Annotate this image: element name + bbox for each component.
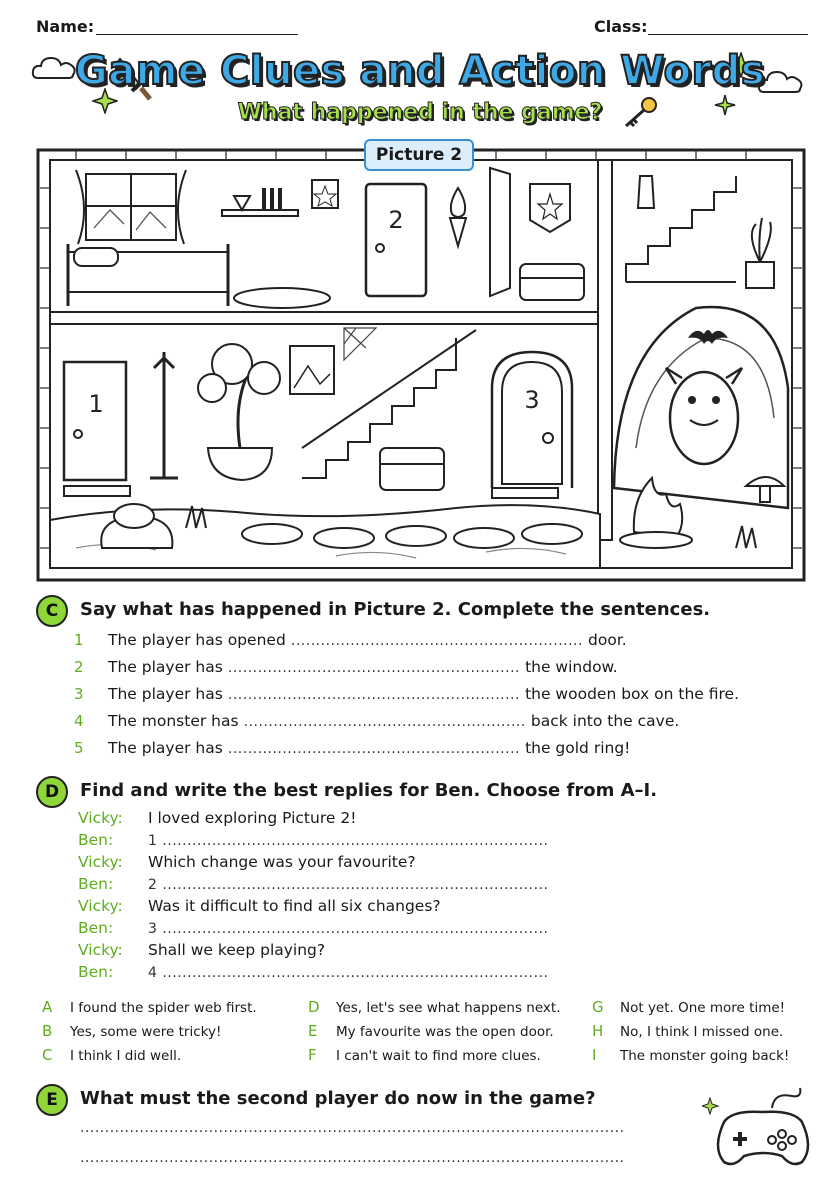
name-label: Name: [36,17,95,36]
dialogue-text: I loved exploring Picture 2! [148,809,357,827]
dialogue [78,808,618,984]
door-number-1: 1 [88,390,104,418]
dialogue-line [78,874,618,896]
dialogue-line [78,808,618,830]
section-e-title: What must the second player do now in the game? [80,1088,596,1109]
speaker: Vicky: [78,941,123,959]
dialogue-text: Which change was your favourite? [148,853,416,871]
answer-line-1[interactable]: .............................................................................................................. [80,1120,625,1136]
option-c: C I think I did well. [42,1046,182,1064]
reply-blank[interactable]: 2 .............................................................................. [148,877,549,893]
reply-blank[interactable]: 4 .............................................................................. [148,965,549,981]
dialogue-line [78,830,618,852]
sentence-row [74,630,627,649]
speaker: Ben: [78,875,114,893]
option-a: A I found the spider web first. [42,998,257,1016]
section-c-badge: C [36,595,68,627]
section-d-badge: D [36,776,68,808]
class-line[interactable] [648,34,808,35]
sentence-end: the wooden box on the fire. [525,685,739,703]
sentence-number: 4 [74,712,84,730]
option-h: H No, I think I missed one. [592,1022,784,1040]
sentence-end: the gold ring! [525,739,631,757]
name-line[interactable] [96,34,298,35]
answer-blank[interactable]: ........................................................... [227,660,520,676]
dialogue-line [78,918,618,940]
page-title: Game Clues and Action Words [74,48,766,94]
sentence-row [74,711,679,730]
section-d-title: Find and write the best replies for Ben. Choose from A–I. [80,780,658,801]
sentence-number: 3 [74,685,84,703]
answer-blank[interactable]: ......................................................... [243,714,526,730]
dialogue-text: Shall we keep playing? [148,941,326,959]
scene-picture [36,148,806,582]
speaker: Vicky: [78,897,123,915]
door-number-3: 3 [524,386,540,414]
speaker: Ben: [78,919,114,937]
sentence-start: The monster has [108,712,239,730]
reply-blank[interactable]: 1 .............................................................................. [148,833,549,849]
speaker: Ben: [78,831,114,849]
sentence-row [74,738,630,757]
option-d: D Yes, let's see what happens next. [308,998,561,1016]
sentence-end: door. [588,631,627,649]
answer-blank[interactable]: ........................................................... [227,741,520,757]
sentence-end: back into the cave. [530,712,680,730]
sentence-end: the window. [525,658,618,676]
reply-blank[interactable]: 3 .............................................................................. [148,921,549,937]
option-f: F I can't wait to find more clues. [308,1046,541,1064]
dialogue-line [78,962,618,984]
sentence-start: The player has [108,739,223,757]
option-b: B Yes, some were tricky! [42,1022,222,1040]
sentence-row [74,684,739,703]
answer-blank[interactable]: ........................................................... [227,687,520,703]
sentence-number: 5 [74,739,84,757]
dialogue-line [78,940,618,962]
option-g: G Not yet. One more time! [592,998,786,1016]
sentence-number: 1 [74,631,84,649]
picture-label: Picture 2 [364,139,474,171]
door-number-2: 2 [388,206,404,234]
dialogue-line [78,852,618,874]
sentence-row [74,657,618,676]
sentence-number: 2 [74,658,84,676]
option-e: E My favourite was the open door. [308,1022,554,1040]
speaker: Vicky: [78,809,123,827]
page-subtitle: What happened in the game? [237,100,603,125]
speaker: Vicky: [78,853,123,871]
answer-blank[interactable]: ........................................................... [290,633,583,649]
dialogue-text: Was it difficult to find all six changes? [148,897,441,915]
section-c-title: Say what has happened in Picture 2. Complete the sentences. [80,599,711,620]
option-i: I The monster going back! [592,1046,790,1064]
answer-line-2[interactable]: .............................................................................................................. [80,1150,625,1166]
speaker: Ben: [78,963,114,981]
dialogue-line [78,896,618,918]
sentence-start: The player has [108,685,223,703]
section-e-badge: E [36,1084,68,1116]
class-label: Class: [594,17,648,36]
sentence-start: The player has opened [108,631,286,649]
gamepad-icon [702,1086,826,1172]
sentence-start: The player has [108,658,223,676]
